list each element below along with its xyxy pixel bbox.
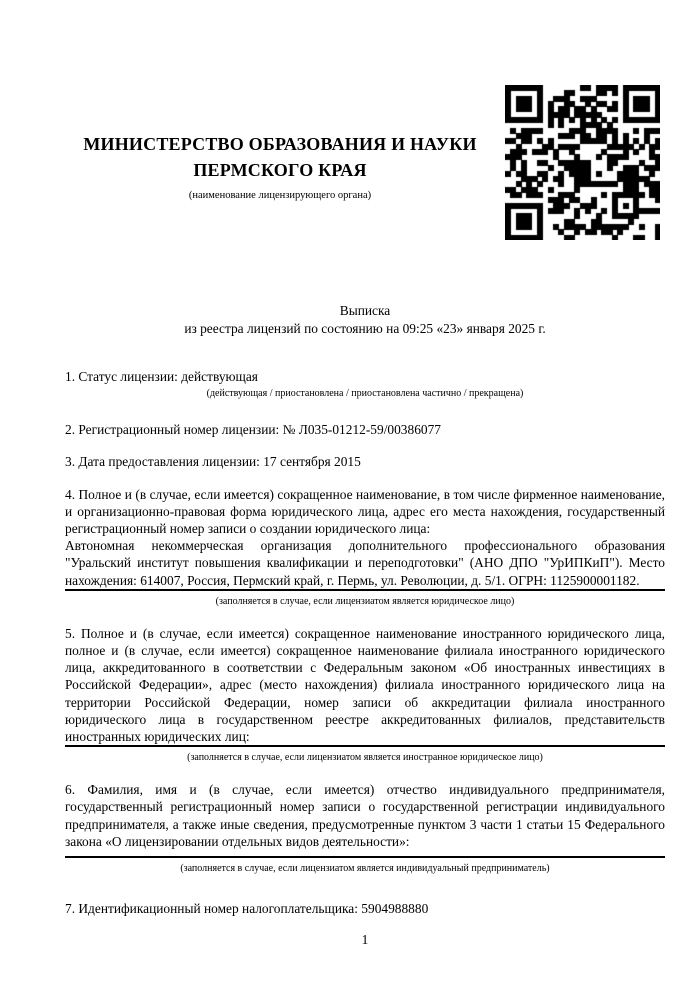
ministry-caption: (наименование лицензирующего органа) — [188, 190, 372, 201]
licensing-authority-header — [65, 0, 495, 202]
field-license-status-options: (действующая / приостановлена / приостановлена частично / прекращена) — [206, 388, 524, 400]
field-registration-number: 2. Регистрационный номер лицензии: № Л035-01212-59/00386077 — [65, 422, 441, 438]
field-entrepreneur-rule — [65, 856, 665, 858]
field-foreign-entity-label: 5. Полное и (в случае, если имеется) сокращенное наименование иностранного юридического лица, полное и (в случае, если имеется) сокращенное наименование филиала иностранного юридического лица, аккредитованного в соответствии с Федеральным законом «Об иностранных инвестициях в Российской Федерации», адрес (место нахождения) филиала иностранного юридического лица на территории Российской Федерации, номер записи об аккредитации филиала иностранного юридического лица в государственном реестре аккредитованных филиалов, представительств иностранных юридических лиц: — [65, 625, 665, 745]
field-taxpayer-number: 7. Идентификационный номер налогоплательщика: 5904988880 — [65, 901, 429, 917]
field-legal-entity-label: 4. Полное и (в случае, если имеется) сокращенное наименование, в том числе фирменное наименование, и организационно-правовая форма юридического лица, адрес его места нахождения, государственный регистрационный номер записи о создании юридического лица: — [65, 486, 665, 537]
field-legal-entity-caption: (заполняется в случае, если лицензиатом является юридическое лицо) — [215, 595, 515, 607]
document-title — [65, 302, 665, 337]
field-license-status: 1. Статус лицензии: действующая — [65, 369, 258, 384]
page-number: 1 — [361, 932, 369, 948]
field-legal-entity-value: Автономная некоммерческая организация дополнительного профессионального образования "Уральский институт повышения квалификации и переподготовки" (АНО ДПО "УрИПКиП"). Место нахождения: 614007, Россия, Пермский край, г. Пермь, ул. Революции, д. 5/1. ОГРН: 1125900001182. — [65, 538, 665, 588]
field-entrepreneur-label: 6. Фамилия, имя и (в случае, если имеется) отчество индивидуального предпринимателя, государственный регистрационный номер записи о государственной регистрации индивидуального предпринимателя, а также иные сведения, предусмотренные пунктом 3 части 1 статьи 15 Федерального закона «О лицензировании отдельных видов деятельности»: — [65, 782, 665, 849]
ministry-name-line1: МИНИСТЕРСТВО ОБРАЗОВАНИЯ И НАУКИ — [83, 134, 477, 154]
field-entrepreneur-caption: (заполняется в случае, если лицензиатом является индивидуальный предприниматель) — [180, 863, 550, 875]
ministry-name-line2: ПЕРМСКОГО КРАЯ — [193, 160, 367, 180]
document-body — [65, 0, 665, 948]
field-foreign-entity-caption: (заполняется в случае, если лицензиатом является иностранное юридическое лицо) — [187, 752, 543, 764]
field-foreign-entity-rule — [65, 745, 665, 747]
document-title-line2: из реестра лицензий по состоянию на 09:25 «23» января 2025 г. — [184, 320, 546, 336]
field-grant-date: 3. Дата предоставления лицензии: 17 сентября 2015 — [65, 454, 361, 470]
field-legal-entity-rule — [65, 589, 665, 591]
document-title-line1: Выписка — [339, 303, 391, 318]
